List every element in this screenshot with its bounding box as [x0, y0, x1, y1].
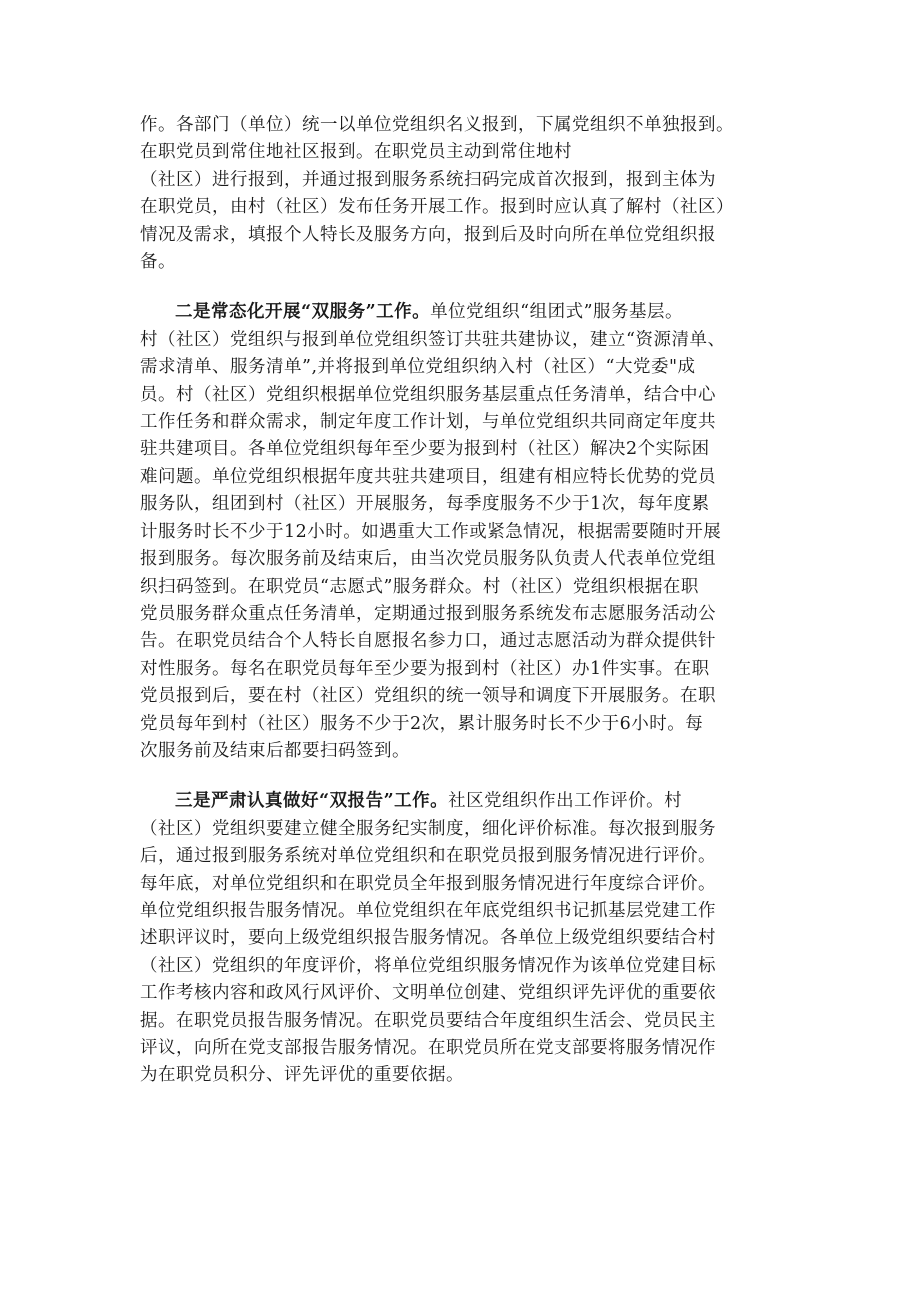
text-line — [140, 788, 784, 815]
paragraph-registration — [140, 112, 784, 276]
text-line: 难问题。单位党组织根据年度共驻共建项目，组建有相应特长优势的党员 — [140, 466, 716, 487]
text-line: 述职评议时，要向上级党组织报告服务情况。各单位上级党组织要结合村 — [140, 928, 716, 949]
text-line: 评议，向所在党支部报告服务情况。在职党员所在党支部要将服务情况作 — [140, 1038, 716, 1058]
paragraph-gap — [140, 276, 784, 299]
text-line: 党员每年到村（社区）服务不少于2次，累计服务时长不少于6小时。每 — [140, 713, 704, 734]
text-line: 为在职党员积分、评先评优的重要依据。 — [140, 1065, 464, 1086]
text-line: 需求清单、服务清单”,并将报到单位党组织纳入村（社区）“大党委"成 — [140, 357, 696, 378]
document-page — [140, 112, 784, 1090]
text-line: 对性服务。每名在职党员每年至少要为报到村（社区）办1件实事。在职 — [140, 658, 710, 679]
paragraph-gap — [140, 765, 784, 788]
text-line: 员。村（社区）党组织根据单位党组织服务基层重点任务清单，结合中心 — [140, 384, 716, 405]
text-line — [140, 299, 784, 326]
text-line: 党员服务群众重点任务清单，定期通过报到服务系统发布志愿服务活动公 — [140, 603, 716, 624]
text-run: 单位党组织“组团式”服务基层。 — [430, 302, 684, 323]
text-line: 工作任务和群众需求，制定年度工作计划，与单位党组织共同商定年度共 — [140, 412, 716, 433]
text-line: 在职党员，由村（社区）发布任务开展工作。报到时应认真了解村（社区） — [140, 197, 734, 218]
paragraph-double-report — [140, 788, 784, 1089]
text-line: 后，通过报到服务系统对单位党组织和在职党员报到服务情况进行评价。 — [140, 846, 716, 867]
text-line: 工作考核内容和政风行风评价、文明单位创建、党组织评先评优的重要依 — [140, 983, 716, 1004]
text-line: 服务队，组团到村（社区）开展服务，每季度服务不少于1次，每年度累 — [140, 494, 710, 515]
text-line: 村（社区）党组织与报到单位党组织签订共驻共建协议，建立“资源清单、 — [140, 329, 726, 350]
text-line: 单位党组织报告服务情况。单位党组织在年底党组织书记抓基层党建工作 — [140, 900, 716, 921]
text-line: 每年底，对单位党组织和在职党员全年报到服务情况进行年度综合评价。 — [140, 873, 716, 894]
text-run: 社区党组织作出工作评价。村 — [448, 791, 683, 812]
text-line: （社区）进行报到，并通过报到服务系统扫码完成首次报到，报到主体为 — [140, 169, 716, 190]
text-line: （社区）党组织的年度评价，将单位党组织服务情况作为该单位党建目标 — [140, 955, 716, 976]
text-line: 备。 — [140, 252, 176, 273]
text-line: 在职党员到常住地社区报到。在职党员主动到常住地村 — [140, 142, 572, 163]
text-line: 情况及需求，填报个人特长及服务方向，报到后及时向所在单位党组织报 — [140, 224, 716, 245]
text-line: 次服务前及结束后都要扫码签到。 — [140, 740, 410, 761]
text-line: 报到服务。每次服务前及结束后，由当次党员服务队负责人代表单位党组 — [140, 549, 716, 570]
text-line: 织扫码签到。在职党员“志愿式”服务群众。村（社区）党组织根据在职 — [140, 576, 699, 597]
paragraph-double-service — [140, 299, 784, 765]
text-line: 驻共建项目。各单位党组织每年至少要为报到村（社区）解决2个实际困 — [140, 439, 710, 460]
text-line: 据。在职党员报告服务情况。在职党员要结合年度组织生活会、党员民主 — [140, 1010, 716, 1031]
section-lead-heading: 二是常态化开展“双服务”工作。 — [175, 302, 431, 323]
text-line: 党员报到后，要在村（社区）党组织的统一领导和调度下开展服务。在职 — [140, 686, 716, 707]
text-line: （社区）党组织要建立健全服务纪实制度，细化评价标准。每次报到服务 — [140, 818, 716, 839]
text-line: 作。各部门（单位）统一以单位党组织名义报到，下属党组织不单独报到。 — [140, 115, 734, 135]
text-line: 告。在职党员结合个人特长自愿报名参力口，通过志愿活动为群众提供针 — [140, 631, 716, 652]
text-line: 计服务时长不少于12小时。如遇重大工作或紧急情况，根据需要随时开展 — [140, 521, 722, 542]
section-lead-heading: 三是严肃认真做好“双报告”工作。 — [175, 791, 449, 812]
